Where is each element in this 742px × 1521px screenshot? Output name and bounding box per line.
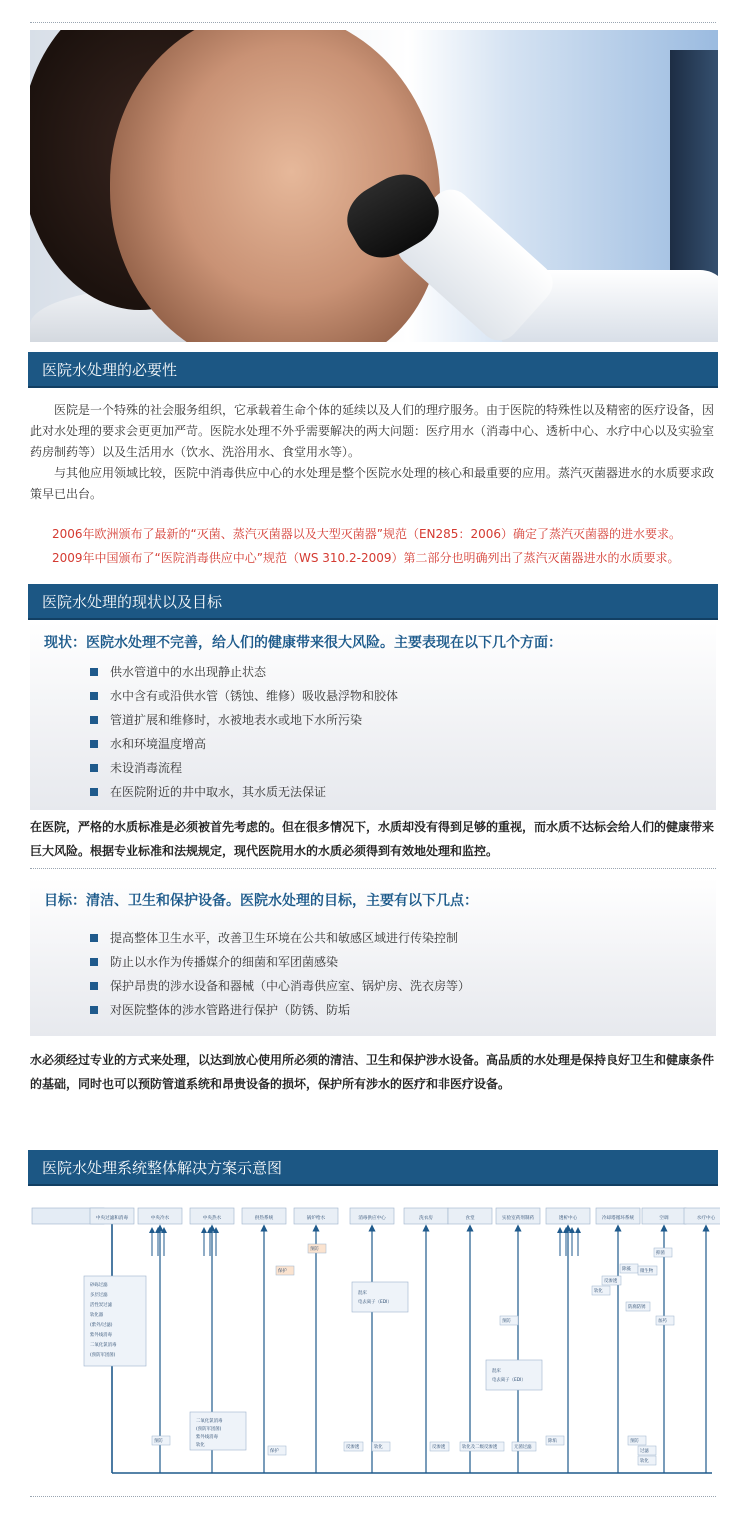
diagram-box-line: (预防军团菌) <box>90 1353 116 1358</box>
top-label-text: 水疗中心 <box>696 1216 716 1221</box>
current-status-title: 现状：医院水处理不完善，给人们的健康带来很大风险。主要表现在以下几个方面： <box>44 635 562 651</box>
misc-label-text: 软化及二级反渗透 <box>462 1445 498 1450</box>
diagram-box-line: 电去离子（EDI） <box>358 1300 392 1305</box>
current-status-summary: 在医院，严格的水质标准是必须被首先考虑的。但在很多情况下，水质却没有得到足够的重视，而水质不达标会给人们的健康带来巨大风险。根据专业标准和法规规定，现代医院用水的水质必须得到有效地处理和监控。 <box>30 820 715 858</box>
mid-box-2 <box>352 1282 408 1312</box>
diagram-box-line: 砂砾过滤 <box>90 1283 108 1288</box>
diagram-box-line: 多层过滤 <box>90 1293 108 1298</box>
bottom-divider <box>30 1496 716 1497</box>
misc-label-text: 软化 <box>640 1459 649 1464</box>
misc-label-text: 微生物 <box>640 1269 654 1274</box>
diagram-box-line: 二氧化氯消毒 <box>90 1343 117 1348</box>
list-item: 水中含有或沿供水管（锈蚀、维修）吸收悬浮物和胶体 <box>90 684 398 708</box>
top-divider <box>30 22 716 23</box>
section-header-diagram: 医院水处理系统整体解决方案示意图 <box>28 1150 718 1186</box>
misc-label-text: 预防 <box>502 1319 511 1324</box>
list-item: 管道扩展和维修时，水被地表水或地下水所污染 <box>90 708 398 732</box>
misc-label-text: 防腐防锈 <box>628 1305 646 1310</box>
diagram-box-line: 二氧化氯消毒 <box>196 1419 223 1424</box>
goal-summary: 水必须经过专业的方式来处理，以达到放心使用所必须的清洁、卫生和保护涉水设备。高品质的水处理是保持良好卫生和健康条件的基础，同时也可以预防管道系统和昂贵设备的损坏，保护所有涉水的医疗和非医疗设备。 <box>30 1053 715 1091</box>
bullet-square-icon <box>90 716 98 724</box>
misc-label-text: 除垢 <box>548 1439 557 1444</box>
necessity-text <box>30 400 718 505</box>
misc-label-text: 预防 <box>630 1439 639 1444</box>
goal-title: 目标：清洁、卫生和保护设备。医院水处理的目标，主要有以下几点： <box>44 893 478 909</box>
bullet-square-icon <box>90 692 98 700</box>
misc-label-text: 除藻 <box>622 1267 631 1272</box>
water-system-diagram <box>28 1196 720 1488</box>
top-label-text: 锅炉给水 <box>306 1216 326 1221</box>
top-label-text: 消毒供应中心 <box>358 1216 386 1221</box>
diagram-box-line: 电去离子（EDI） <box>492 1378 526 1383</box>
misc-label-text: 反渗透 <box>346 1445 360 1450</box>
middle-divider <box>30 868 716 869</box>
bullet-square-icon <box>90 1006 98 1014</box>
top-label-text: 透析中心 <box>558 1216 578 1221</box>
misc-label-text: 软化 <box>594 1289 603 1294</box>
top-label-text: 供热系统 <box>254 1216 274 1221</box>
bullet-square-icon <box>90 958 98 966</box>
diagram-box-line: 活性炭过滤 <box>90 1303 112 1308</box>
necessity-paragraph-2: 与其他应用领域比较，医院中消毒供应中心的水处理是整个医院水处理的核心和最重要的应用。蒸汽灭菌器进水的水质要求政策早已出台。 <box>30 466 715 501</box>
goal-panel <box>30 878 716 1036</box>
diagram-box-line: 软化 <box>196 1443 205 1448</box>
diagram-box-line: 紫外线消毒 <box>196 1435 218 1440</box>
top-label-text: 冷却塔循环系统 <box>601 1216 635 1221</box>
misc-label-text: 保护 <box>278 1269 287 1274</box>
bullet-square-icon <box>90 764 98 772</box>
goal-list <box>90 926 470 1022</box>
hero-image-scientist-microscope <box>30 30 718 342</box>
section-header-necessity: 医院水处理的必要性 <box>28 352 718 388</box>
diagram-box-line: (紫外/过滤) <box>90 1323 113 1328</box>
top-label-boxes <box>90 1208 720 1224</box>
bullet-square-icon <box>90 668 98 676</box>
current-status-list <box>90 660 398 804</box>
current-status-panel <box>30 622 716 810</box>
top-label-text: 中央热水 <box>202 1216 222 1221</box>
misc-label-text: 软化 <box>374 1445 383 1450</box>
mid-box-3 <box>486 1360 542 1390</box>
regulation-note-cn: 2009年中国颁布了“医院消毒供应中心”规范（WS 310.2-2009）第二部分也明确列出了蒸汽灭菌器进水的水质要求。 <box>52 551 680 565</box>
list-item: 水和环境温度增高 <box>90 732 398 756</box>
bullet-square-icon <box>90 982 98 990</box>
top-label-text: 洗衣房 <box>419 1216 433 1221</box>
necessity-paragraph-1: 医院是一个特殊的社会服务组织，它承载着生命个体的延续以及人们的理疗服务。由于医院的特殊性以及精密的医疗设备，因此对水处理的要求会更更加严苛。医院水处理不外乎需要解决的两大问题：医疗用水（消毒中心、透析中心、水疗中心以及实验室药房制药等）以及生活用水（饮水、洗浴用水、食堂用水等）。 <box>30 403 715 459</box>
list-item: 防止以水作为传播媒介的细菌和军团菌感染 <box>90 950 470 974</box>
diagram-box-line: 紫外线消毒 <box>90 1333 112 1338</box>
list-item: 提高整体卫生水平，改善卫生环境在公共和敏感区域进行传染控制 <box>90 926 470 950</box>
regulation-notes <box>52 522 718 570</box>
top-label-text: 中央过滤和消毒 <box>95 1216 129 1221</box>
list-item: 在医院附近的井中取水，其水质无法保证 <box>90 780 398 804</box>
misc-label-text: 过滤 <box>640 1449 649 1454</box>
bullet-square-icon <box>90 934 98 942</box>
diagram-box-line: 混床 <box>492 1369 501 1374</box>
misc-label-text: 保护 <box>270 1449 279 1454</box>
section-header-status: 医院水处理的现状以及目标 <box>28 584 718 620</box>
diagram-box-line: 软化器 <box>90 1313 104 1318</box>
bullet-square-icon <box>90 740 98 748</box>
top-label-text: 食堂 <box>465 1216 475 1221</box>
misc-label-text: 预防 <box>310 1247 319 1252</box>
list-item: 供水管道中的水出现静止状态 <box>90 660 398 684</box>
top-label-text: 实验室药剂制药 <box>501 1216 535 1221</box>
diagram-svg <box>28 1196 720 1488</box>
misc-label-text: 无菌过滤 <box>514 1445 532 1450</box>
misc-label-text: 反渗透 <box>432 1445 446 1450</box>
diagram-box-line: (预防军团菌) <box>196 1427 222 1432</box>
top-label-text: 中央冷水 <box>150 1216 170 1221</box>
misc-label-text: 加药 <box>658 1319 667 1324</box>
misc-label-text: 反渗透 <box>604 1279 618 1284</box>
regulation-note-eu: 2006年欧洲颁布了最新的“灭菌、蒸汽灭菌器以及大型灭菌器”规范（EN285：2006）确定了蒸汽灭菌器的进水要求。 <box>52 527 681 541</box>
top-label-text: 空调 <box>659 1216 669 1221</box>
list-item: 未设消毒流程 <box>90 756 398 780</box>
list-item: 保护昂贵的涉水设备和器械（中心消毒供应室、锅炉房、洗衣房等） <box>90 974 470 998</box>
diagram-box-line: 混床 <box>358 1291 367 1296</box>
bullet-square-icon <box>90 788 98 796</box>
misc-label-text: 抑菌 <box>656 1251 665 1256</box>
list-item: 对医院整体的涉水管路进行保护（防锈、防垢 <box>90 998 470 1022</box>
misc-label-text: 预防 <box>154 1439 163 1444</box>
